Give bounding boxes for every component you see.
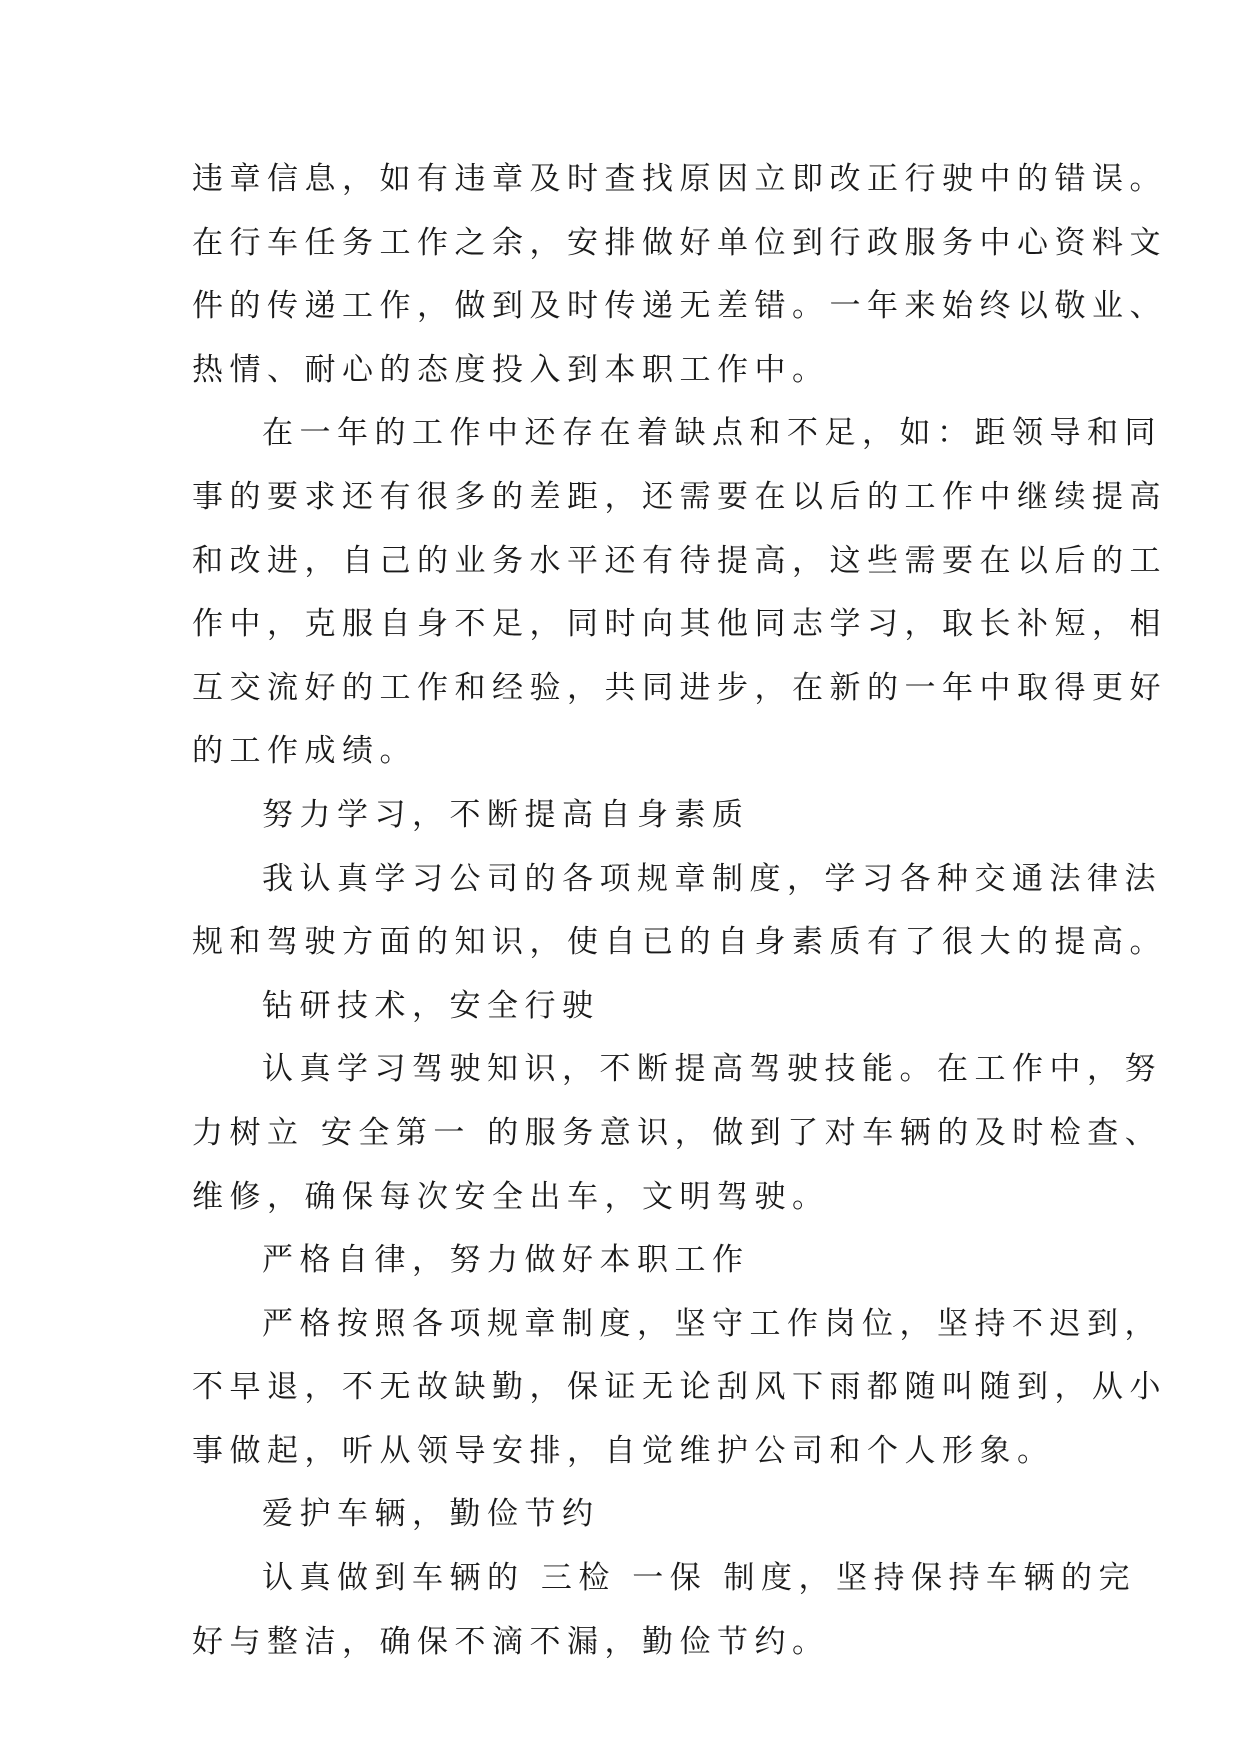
text-line: 好与整洁，确保不滴不漏，勤俭节约。 — [192, 1623, 830, 1660]
text-line: 规和驾驶方面的知识，使自已的自身素质有了很大的提高。 — [192, 924, 1167, 961]
text-line: 不早退，不无故缺勤，保证无论刮风下雨都随叫随到，从小 — [192, 1369, 1167, 1406]
text-line: 互交流好的工作和经验，共同进步，在新的一年中取得更好 — [192, 669, 1167, 706]
text-line: 严格按照各项规章制度，坚守工作岗位，坚持不迟到， — [262, 1305, 1162, 1342]
section-heading: 钻研技术，安全行驶 — [262, 987, 600, 1024]
text-line: 认真做到车辆的 三检 一保 制度，坚持保持车辆的完 — [262, 1560, 1137, 1597]
text-line: 力树立 安全第一 的服务意识，做到了对车辆的及时检查、 — [192, 1114, 1163, 1151]
text-line: 在一年的工作中还存在着缺点和不足，如：距领导和同 — [262, 415, 1162, 452]
section-heading: 严格自律，努力做好本职工作 — [262, 1242, 750, 1279]
text-line: 件的传递工作，做到及时传递无差错。一年来始终以敬业、 — [192, 288, 1167, 325]
text-line: 事做起，听从领导安排，自觉维护公司和个人形象。 — [192, 1432, 1055, 1469]
text-line: 的工作成绩。 — [192, 733, 417, 770]
text-line: 维修，确保每次安全出车，文明驾驶。 — [192, 1178, 830, 1215]
text-line: 违章信息，如有违章及时查找原因立即改正行驶中的错误。 — [192, 161, 1167, 197]
text-line: 认真学习驾驶知识，不断提高驾驶技能。在工作中，努 — [262, 1051, 1162, 1088]
document-page — [192, 148, 1167, 1674]
text-line: 和改进，自己的业务水平还有待提高，这些需要在以后的工 — [192, 542, 1167, 579]
text-line: 热情、耐心的态度投入到本职工作中。 — [192, 351, 830, 388]
text-line: 作中，克服自身不足，同时向其他同志学习，取长补短，相 — [192, 606, 1167, 643]
section-heading: 努力学习，不断提高自身素质 — [262, 796, 750, 833]
section-heading: 爱护车辆，勤俭节约 — [262, 1496, 600, 1533]
text-line: 在行车任务工作之余，安排做好单位到行政服务中心资料文 — [192, 224, 1167, 261]
text-line: 事的要求还有很多的差距，还需要在以后的工作中继续提高 — [192, 478, 1167, 515]
text-line: 我认真学习公司的各项规章制度，学习各种交通法律法 — [262, 860, 1162, 897]
